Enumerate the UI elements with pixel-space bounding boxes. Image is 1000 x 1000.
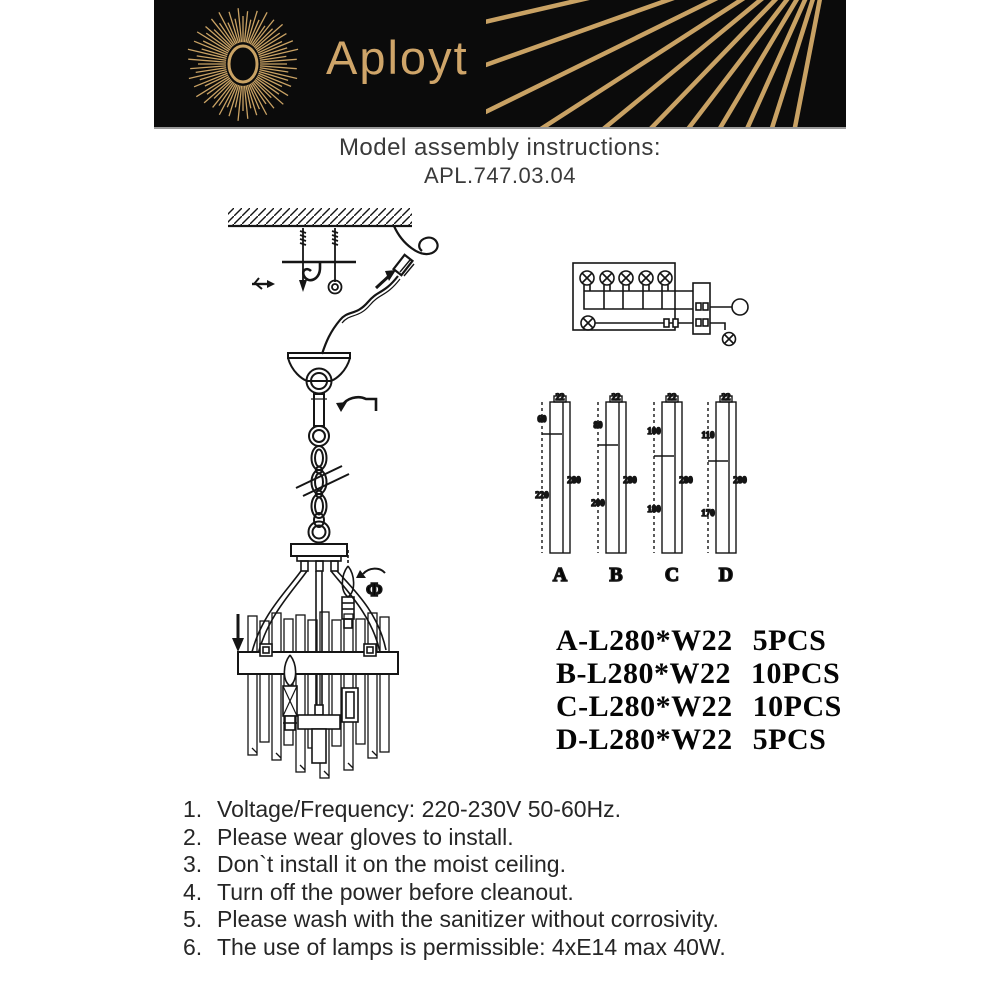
- strip-dimensions-diagram: [528, 388, 768, 593]
- wiring-diagram: [555, 250, 770, 365]
- svg-text:D: D: [718, 564, 734, 586]
- assembly-diagram: [170, 200, 530, 810]
- part-qty: 10PCS: [752, 690, 842, 723]
- part-row-b: [556, 657, 842, 690]
- svg-text:22: 22: [611, 392, 621, 402]
- instructions-list: [183, 796, 726, 962]
- instruction-number: 2.: [183, 823, 203, 850]
- svg-text:220: 220: [535, 490, 549, 500]
- svg-text:B: B: [609, 564, 623, 586]
- svg-text:170: 170: [701, 508, 715, 518]
- part-label: D-L280*W22: [556, 723, 733, 756]
- instruction-number: 3.: [183, 851, 203, 878]
- svg-text:22: 22: [555, 392, 565, 402]
- parts-list: [556, 624, 842, 756]
- brand-name: Aployt: [326, 31, 469, 84]
- part-label: B-L280*W22: [556, 657, 732, 690]
- instruction-item: [183, 824, 726, 852]
- part-row-c: [556, 690, 842, 723]
- model-number: APL.747.03.04: [423, 163, 577, 188]
- chandelier-body: [232, 544, 398, 778]
- part-qty: 10PCS: [751, 657, 841, 690]
- strip-c: [647, 392, 693, 586]
- svg-text:22: 22: [667, 392, 677, 402]
- instruction-text: Please wear gloves to install.: [217, 823, 514, 850]
- instruction-item: [183, 796, 726, 824]
- svg-text:180: 180: [647, 504, 661, 514]
- part-row-d: [556, 723, 842, 756]
- rays-decoration-icon: [486, 0, 846, 127]
- brand-banner: [154, 0, 846, 129]
- svg-text:100: 100: [647, 426, 661, 436]
- instruction-item: [183, 879, 726, 907]
- part-row-a: [556, 624, 842, 657]
- svg-text:60: 60: [537, 414, 547, 424]
- instruction-number: 4.: [183, 878, 203, 905]
- mounting-hardware: [252, 228, 356, 294]
- svg-text:280: 280: [623, 475, 637, 485]
- svg-text:80: 80: [593, 420, 603, 430]
- instruction-item: [183, 934, 726, 962]
- strip-d: [701, 392, 747, 586]
- sunburst-logo-icon: [182, 3, 304, 125]
- svg-text:22: 22: [721, 392, 731, 402]
- instruction-text: Please wash with the sanitizer without corrosivity.: [217, 906, 719, 933]
- instruction-text: Turn off the power before cleanout.: [217, 878, 574, 905]
- svg-text:280: 280: [567, 475, 581, 485]
- wire-connection: [322, 226, 438, 354]
- instruction-item: [183, 906, 726, 934]
- instruction-text: Don`t install it on the moist ceiling.: [217, 851, 566, 878]
- part-qty: 5PCS: [752, 723, 827, 756]
- canopy-and-chain: [288, 353, 376, 543]
- svg-text:110: 110: [701, 430, 715, 440]
- instruction-number: 1.: [183, 796, 203, 822]
- instruction-item: [183, 851, 726, 879]
- strip-a: [535, 392, 581, 586]
- svg-text:280: 280: [679, 475, 693, 485]
- strip-b: [591, 392, 637, 586]
- instruction-number: 5.: [183, 906, 203, 933]
- svg-text:A: A: [552, 564, 568, 586]
- svg-text:200: 200: [591, 498, 605, 508]
- phi-rotate-icon: Φ: [366, 579, 383, 601]
- sheet-title: Model assembly instructions:: [338, 134, 662, 161]
- instruction-text: The use of lamps is permissible: 4xE14 max 40W.: [217, 933, 726, 960]
- part-label: A-L280*W22: [556, 624, 733, 657]
- part-label: C-L280*W22: [556, 690, 733, 723]
- instruction-text: Voltage/Frequency: 220-230V 50-60Hz.: [217, 796, 622, 822]
- svg-text:C: C: [664, 564, 680, 586]
- svg-text:280: 280: [733, 475, 747, 485]
- part-qty: 5PCS: [752, 624, 827, 657]
- ceiling: [228, 208, 412, 226]
- instruction-number: 6.: [183, 933, 203, 960]
